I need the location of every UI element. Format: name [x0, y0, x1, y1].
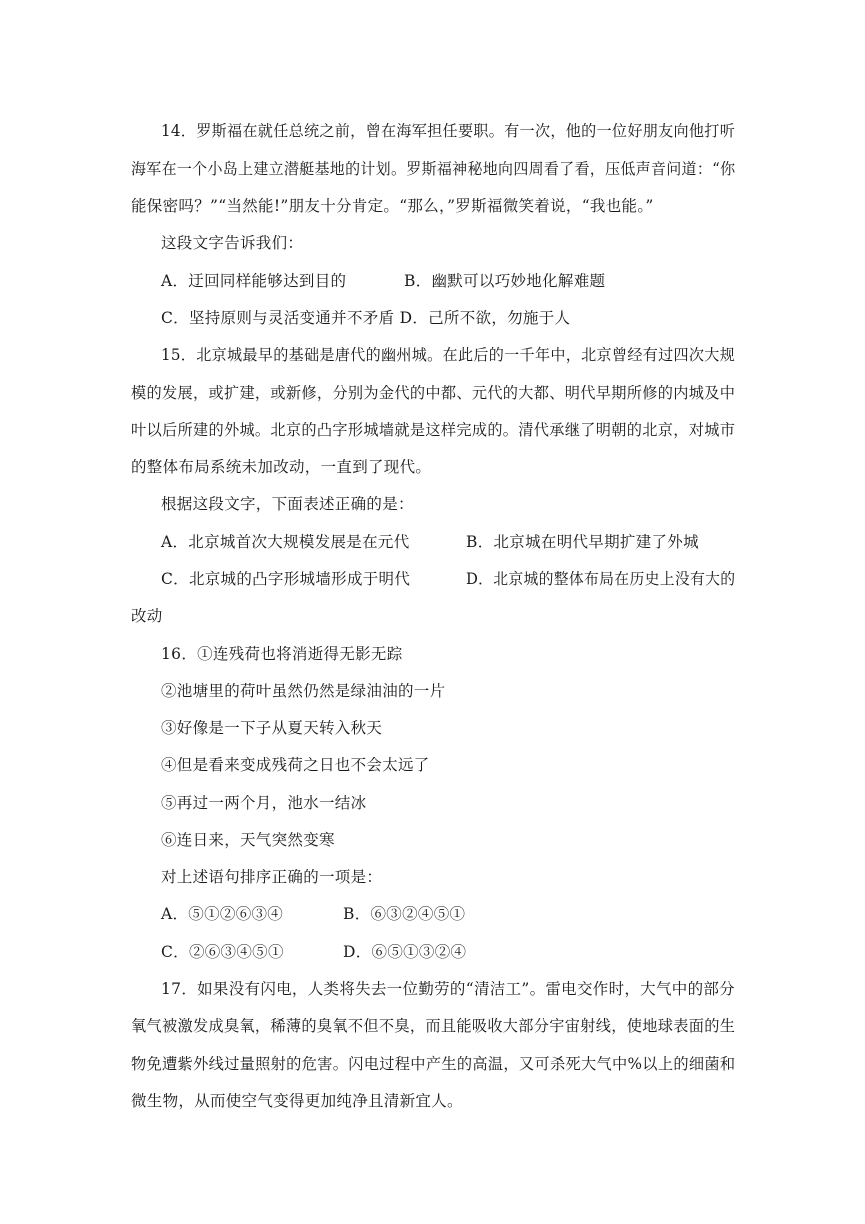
- q16-sentence-3: ③好像是一下子从夏天转入秋天: [161, 719, 383, 737]
- q16-sentence-1: 16．①连残荷也将消逝得无影无踪: [161, 645, 403, 663]
- q15-option-d-continued: 改动: [131, 607, 163, 625]
- q14-line-2: 海军在一个小岛上建立潜艇基地的计划。罗斯福神秘地向四周看了看，压低声音问道：“你: [131, 160, 736, 178]
- q17-line-4: 微生物，从而使空气变得更加纯净且清新宜人。: [131, 1092, 463, 1110]
- q15-line-4: 的整体布局系统未加改动，一直到了现代。: [131, 458, 432, 476]
- q16-sentence-4: ④但是看来变成残荷之日也不会太远了: [161, 756, 430, 774]
- q15-prompt: 根据这段文字，下面表述正确的是：: [161, 495, 414, 513]
- q15-line-3: 叶以后所建的外城。北京的凸字形城墙就是这样完成的。清代承继了明朝的北京，对城市: [131, 421, 736, 439]
- q14-option-c-d: C．坚持原则与灵活变通并不矛盾 D．己所不欲，勿施于人: [161, 309, 571, 327]
- q15-line-2: 模的发展，或扩建，或新修，分别为金代的中都、元代的大都、明代早期所修的内城及中: [131, 384, 736, 402]
- q16-option-a: A．⑤①②⑥③④: [161, 905, 284, 923]
- q16-sentence-6: ⑥连日来，天气突然变寒: [161, 831, 335, 849]
- q15-option-c: C．北京城的凸字形城墙形成于明代: [161, 570, 411, 588]
- q15-line-1: 15．北京城最早的基础是唐代的幽州城。在此后的一千年中，北京曾经有过四次大规: [161, 346, 736, 364]
- q16-prompt: 对上述语句排序正确的一项是：: [161, 868, 383, 886]
- q15-option-b: B．北京城在明代早期扩建了外城: [466, 533, 699, 551]
- q16-option-b: B．⑥③②④⑤①: [343, 905, 466, 923]
- q17-line-1: 17．如果没有闪电，人类将失去一位勤劳的“清洁工”。雷电交作时，大气中的部分: [161, 980, 735, 998]
- q17-line-3: 物免遭紫外线过量照射的危害。闪电过程中产生的高温，又可杀死大气中%以上的细菌和: [131, 1055, 736, 1073]
- q16-sentence-5: ⑤再过一两个月，池水一结冰: [161, 794, 367, 812]
- q14-line-1: 14．罗斯福在就任总统之前，曾在海军担任要职。有一次，他的一位好朋友向他打听: [161, 122, 736, 140]
- q15-option-a: A．北京城首次大规模发展是在元代: [161, 533, 410, 551]
- q14-line-3: 能保密吗？”“当然能!”朋友十分肯定。“那么，”罗斯福微笑着说，“我也能。”: [131, 197, 654, 215]
- q14-prompt: 这段文字告诉我们：: [161, 234, 304, 252]
- q16-option-d: D．⑥⑤①③②④: [343, 943, 467, 961]
- q17-line-2: 氧气被激发成臭氧，稀薄的臭氧不但不臭，而且能吸收大部分宇宙射线，使地球表面的生: [131, 1017, 736, 1035]
- q15-option-d: D．北京城的整体布局在历史上没有大的: [466, 570, 736, 588]
- q16-option-c: C．②⑥③④⑤①: [161, 943, 284, 961]
- q14-option-a: A．迂回同样能够达到目的: [161, 272, 347, 290]
- q14-option-b: B．幽默可以巧妙地化解难题: [404, 272, 606, 290]
- q16-sentence-2: ②池塘里的荷叶虽然仍然是绿油油的一片: [161, 682, 446, 700]
